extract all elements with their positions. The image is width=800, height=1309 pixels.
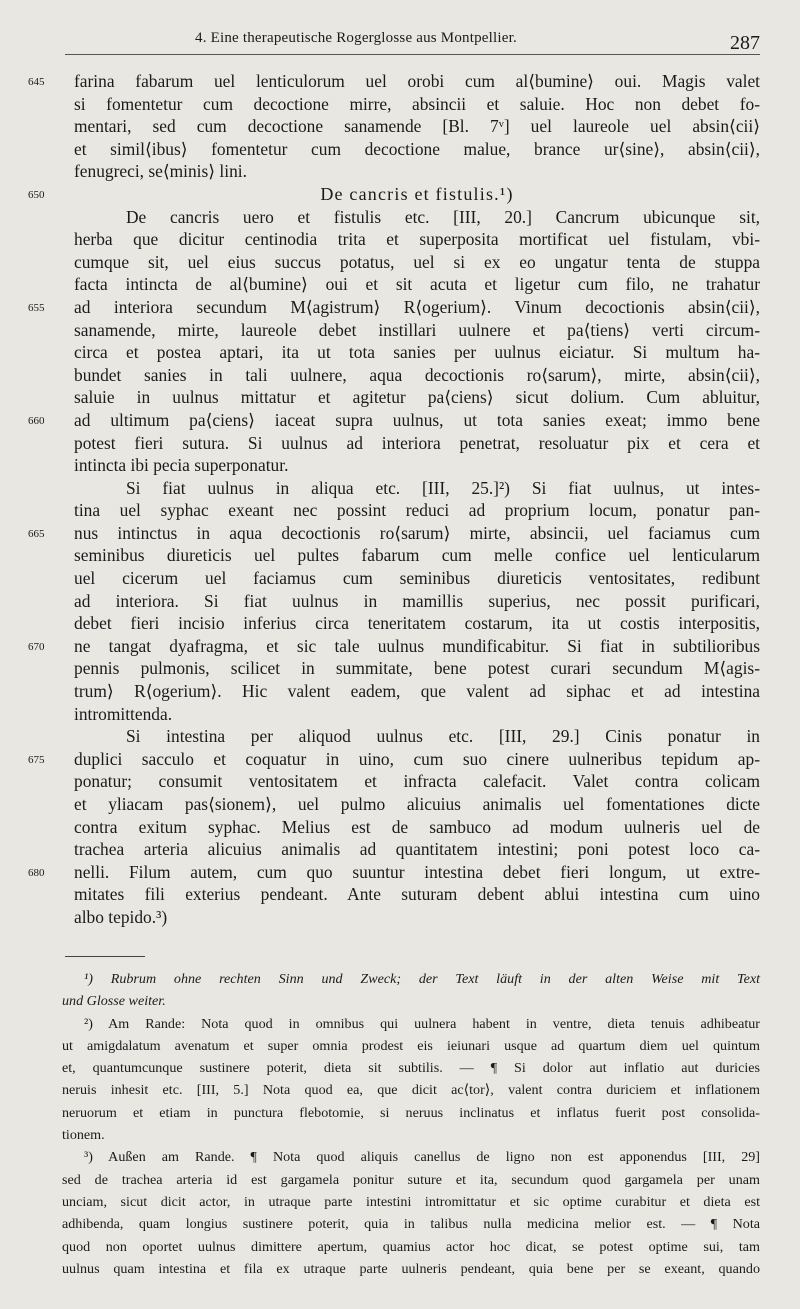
line-text: albo tepido.³) — [74, 906, 168, 927]
line-text: duplici sacculo et coquatur in uino, cum suo cinere uulneribus tepidum ap- — [74, 748, 760, 769]
line-number: 655 — [28, 301, 45, 314]
text-line — [74, 206, 760, 229]
line-text: tina uel syphac exeant nec possint reduci ad proprium locum, ponatur pan- — [74, 500, 760, 521]
footnote-line — [62, 1236, 760, 1258]
line-number: 675 — [28, 753, 45, 766]
page-number: 287 — [730, 32, 760, 54]
text-line — [28, 409, 760, 432]
line-text: seminibus diureticis uel pultes fabarum cum melle confice uel lenticularum — [74, 545, 760, 566]
line-text: trum⟩ R⟨ogerium⟩. Hic valent eadem, que valent ad siphac et ad intestina — [74, 681, 760, 702]
footnote-text: sed de trachea arteria id est gargamela ponitur suture et ita, secundum quod gargamela per unam — [62, 1171, 760, 1188]
text-line — [74, 793, 760, 816]
footnote-text: tionem. — [62, 1127, 105, 1144]
text-line — [74, 499, 760, 522]
footnote-line — [62, 1124, 760, 1146]
line-text: De cancris uero et fistulis etc. [III, 20.] Cancrum ubicunque sit, — [126, 206, 760, 227]
text-line — [74, 432, 760, 455]
text-line — [74, 115, 760, 138]
line-text: intincta ibi pecia superponatur. — [74, 455, 289, 476]
text-line — [74, 883, 760, 906]
line-text: pennis pulmonis, scilicet in summitate, bene potest curari secundum M⟨agis- — [74, 658, 760, 679]
line-number: 645 — [28, 76, 45, 88]
running-title: 4. Eine therapeutische Rogerglosse aus Montpellier. — [195, 30, 517, 46]
footnote-line — [62, 1146, 760, 1168]
text-line — [74, 612, 760, 635]
line-text: mentari, sed cum decoctione sanamende [Bl. 7ᵛ] uel laureole uel absin⟨cii⟩ — [74, 116, 760, 137]
footnote-text: et, quantumcunque sustinere poterit, dieta sit subtilis. — ¶ Si dolor aut inflatio aut duricies — [62, 1060, 760, 1077]
text-line — [74, 657, 760, 680]
text-line — [74, 703, 760, 726]
text-line — [74, 319, 760, 342]
text-line — [74, 725, 760, 748]
footnote-line — [62, 1191, 760, 1213]
footnote-text: neruorum et etiam in punctura flebotomie, si neruus inclinatus et inflatus fuerit post consolida- — [62, 1104, 760, 1121]
line-text: farina fabarum uel lenticulorum uel orobi cum al⟨bumine⟩ oui. Magis valet — [74, 71, 760, 91]
line-text: De cancris et fistulis.¹) — [320, 183, 514, 204]
footnote-text: ²) Am Rande: Nota quod in omnibus qui uulnera habent in ventre, dieta tenuis adhibeatur — [84, 1015, 760, 1032]
footnote-line — [62, 1079, 760, 1101]
main-text — [28, 70, 760, 929]
footnote-text: ¹) Rubrum ohne rechten Sinn und Zweck; der Text läuft in der alten Weise mit Text — [84, 971, 760, 987]
line-number: 670 — [28, 640, 45, 653]
footnote-line — [62, 1258, 760, 1280]
line-text: et yliacam pas⟨sionem⟩, uel pulmo alicuius animalis uel fomentationes dicte — [74, 794, 760, 814]
line-text: et simil⟨ibus⟩ fomentetur cum decoctione malue, brance ur⟨sine⟩, absin⟨cii⟩, — [74, 138, 760, 159]
text-line — [74, 160, 760, 183]
line-number: 665 — [28, 527, 45, 540]
text-line — [74, 454, 760, 477]
footnotes — [62, 968, 760, 1280]
footnote-text: neruis inhesit etc. [III, 5.] Nota quod ea, que dicit ac⟨tor⟩, valent contra duriciem et inflationem — [62, 1082, 760, 1099]
text-line — [74, 93, 760, 116]
text-line — [74, 273, 760, 296]
line-text: si fomentetur cum decoctione mirre, absincii et saluie. Hoc non debet fo- — [74, 93, 760, 114]
footnote-line — [62, 1057, 760, 1079]
line-text: nelli. Filum autem, cum quo suuntur intestina debet fieri longum, ut extre- — [74, 861, 760, 882]
line-text: circa et postea aptari, ita ut tota sanies per uulnus eiciatur. Si multum ha- — [74, 342, 760, 363]
footnote-text: quod non oportet uulnus dimittere apertum, quamius actor hoc dicat, se potest optime sui, tam — [62, 1238, 760, 1255]
line-text: bundet sanies in tali uulnere, aqua decoctionis ro⟨sarum⟩, mirte, absin⟨cii⟩, — [74, 364, 760, 385]
footnote-line — [62, 990, 760, 1012]
line-text: contra exitum syphac. Melius est de sambuco ad modum uulneris uel de — [74, 816, 760, 837]
line-text: ad interiora secundum M⟨agistrum⟩ R⟨ogerium⟩. Vinum decoctionis absin⟨cii⟩, — [74, 296, 760, 317]
footnote-line — [62, 1102, 760, 1124]
text-line — [74, 816, 760, 839]
line-text: trachea arteria alicuius animalis ad quantitatem intestini; poni potest loco ca- — [74, 839, 760, 860]
line-text: cumque sit, uel eius succus potatus, uel si ex eo ungatur tenta de stuppa — [74, 251, 760, 272]
section-heading — [28, 183, 760, 206]
footnote-text: adhibenda, quam longius sustinere poterit, quia in talibus nulla medicina melior est. — ¶ Nota — [62, 1216, 760, 1233]
text-line — [28, 635, 760, 658]
line-text: ponatur; consumit ventositatem et infracta calefacit. Valet contra colicam — [74, 771, 760, 792]
text-line — [74, 364, 760, 387]
line-text: fenugreci, se⟨minis⟩ lini. — [74, 161, 247, 182]
line-text: uel cicerum uel faciamus cum seminibus diureticis ventositates, redibunt — [74, 568, 760, 589]
line-text: ad interiora. Si fiat uulnus in mamillis superius, nec possit purificari, — [74, 590, 760, 611]
line-text: Si intestina per aliquod uulnus etc. [III, 29.] Cinis ponatur in — [126, 726, 760, 747]
page-header — [60, 30, 760, 54]
line-text: mitates fili exterius pendeant. Ante suturam debent ablui intestina cum uino — [74, 884, 760, 905]
text-line — [28, 70, 760, 93]
text-line — [74, 477, 760, 500]
footnote-text: uulnus quam intestina et fila ex utraque parte uulneris pendeant, quia bene per se exeant, quando — [62, 1260, 760, 1277]
text-line — [74, 680, 760, 703]
line-text: intromittenda. — [74, 703, 173, 724]
footnote-rule — [65, 956, 145, 957]
text-line — [74, 770, 760, 793]
line-text: saluie in uulnus mittatur et agitetur pa⟨ciens⟩ sicut dolium. Cum abluitur, — [74, 387, 760, 408]
text-line — [28, 861, 760, 884]
header-rule — [65, 54, 760, 55]
line-text: herba que dicitur centinodia trita et superposita mortificat uel fistulam, vbi- — [74, 229, 760, 250]
line-text: facta intincta de al⟨bumine⟩ oui et sit acuta et ligetur cum filo, ne trahatur — [74, 274, 760, 295]
text-line — [28, 522, 760, 545]
text-line — [74, 138, 760, 161]
footnote-line — [62, 1169, 760, 1191]
text-line — [74, 544, 760, 567]
text-line — [28, 748, 760, 771]
footnote-line — [62, 1013, 760, 1035]
text-line — [74, 386, 760, 409]
footnote-text: ut amigdalatum avenatum et super omnia prodest eis ieiunari usque ad quartum diem uel quintum — [62, 1037, 760, 1054]
line-text: sanamende, mirte, laureole debet instillari uulnere et pa⟨tiens⟩ verti circum- — [74, 319, 760, 340]
line-number: 650 — [28, 188, 45, 201]
line-number: 660 — [28, 414, 45, 427]
text-line — [74, 590, 760, 613]
text-line — [74, 341, 760, 364]
text-line — [74, 228, 760, 251]
footnote-line — [62, 1213, 760, 1235]
line-text: nus intinctus in aqua decoctionis ro⟨sarum⟩ mirte, absincii, uel faciamus cum — [74, 522, 760, 543]
footnote-line — [62, 968, 760, 990]
text-line — [74, 567, 760, 590]
line-text: ne tangat dyafragma, et sic tale uulnus mundificabitur. Si fiat in subtilioribus — [74, 635, 760, 656]
text-line — [74, 906, 760, 929]
line-text: ad ultimum pa⟨ciens⟩ iaceat supra uulnus, ut tota sanies exeat; immo bene — [74, 409, 760, 430]
line-text: debet fieri incisio inferius circa teneritatem costarum, ita ut costis interpositis, — [74, 613, 760, 634]
text-line — [28, 296, 760, 319]
line-text: Si fiat uulnus in aliqua etc. [III, 25.]²) Si fiat uulnus, ut intes- — [126, 477, 760, 498]
text-line — [74, 838, 760, 861]
line-text: potest fieri sutura. Si uulnus ad interiora penetrat, resoluatur pix et cera et — [74, 432, 760, 453]
footnote-text: ³) Außen am Rande. ¶ Nota quod aliquis canellus de ligno non est apponendus [III, 29] — [84, 1149, 760, 1166]
footnote-text: unciam, sicut dicit actor, in utraque parte intestini intromittatur et sic optime curabitur et dieta est — [62, 1193, 760, 1210]
footnote-line — [62, 1035, 760, 1057]
footnote-text: und Glosse weiter. — [62, 993, 166, 1010]
text-line — [74, 251, 760, 274]
line-number: 680 — [28, 866, 45, 879]
